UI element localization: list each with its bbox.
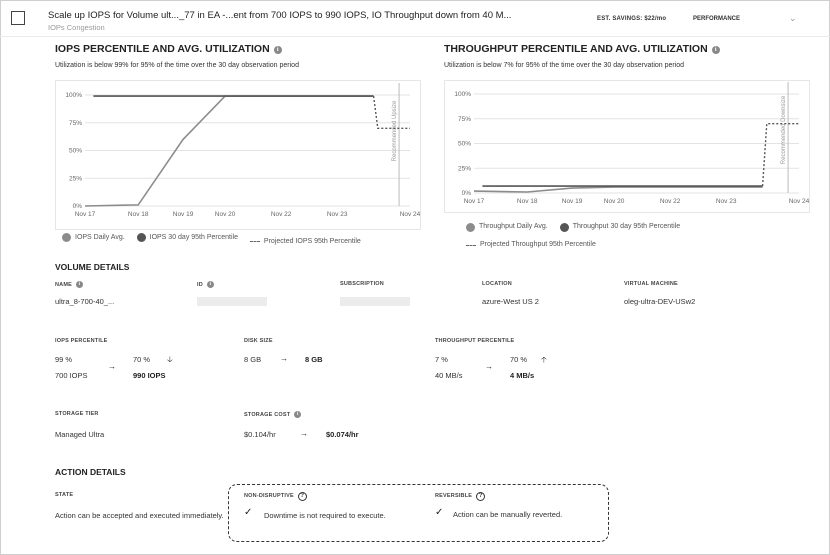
legend-dot-icon <box>560 223 569 232</box>
y-tick-label: 75% <box>457 115 471 123</box>
arrow-down-icon: 🡣 <box>167 355 173 364</box>
storage-tier-label: STORAGE TIER <box>55 411 99 417</box>
iops-chart-subtitle: Utilization is below 99% for 95% of the time over the 30 day observation period <box>55 62 299 69</box>
x-tick-label: Nov 20 <box>214 211 236 218</box>
iops-from-pct: 99 % <box>55 355 73 364</box>
arrow-right-icon: → <box>108 362 116 371</box>
estimated-savings: EST. SAVINGS: $22/mo <box>597 16 667 22</box>
x-tick-label: Nov 19 <box>561 198 583 205</box>
x-tick-label: Nov 19 <box>172 211 194 218</box>
y-tick-label: 25% <box>68 175 82 183</box>
throughput-percentile-label: THROUGHPUT PERCENTILE <box>435 338 515 344</box>
info-icon[interactable]: i <box>76 281 83 288</box>
tp-to-val: 4 MB/s <box>510 371 535 380</box>
name-value: ultra_8-700-40_... <box>55 297 115 306</box>
x-tick-label: Nov 22 <box>270 211 292 218</box>
action-title[interactable]: Scale up IOPS for Volume ult..._77 in EA -...ent from 700 IOPS to 990 IOPS, IO Throughput down from 40 M... <box>48 10 512 21</box>
iops-chart <box>55 80 421 230</box>
subscription-label: SUBSCRIPTION <box>340 281 384 287</box>
legend-dash-icon <box>250 241 260 242</box>
x-tick-label: Nov 23 <box>715 198 737 205</box>
disk-size-label: DISK SIZE <box>244 338 273 344</box>
chevron-down-icon[interactable]: ⌄ <box>789 13 797 23</box>
cost-from: $0.104/hr <box>244 430 276 439</box>
x-tick-label: Nov 24 <box>788 198 810 205</box>
tp-from-pct: 7 % <box>435 355 448 364</box>
state-label: STATE <box>55 492 74 498</box>
help-icon[interactable]: ? <box>298 492 307 501</box>
state-value: Action can be accepted and executed immediately. <box>55 511 224 520</box>
y-tick-label: 100% <box>65 92 82 99</box>
legend-dot-icon <box>137 233 146 242</box>
x-tick-label: Nov 18 <box>516 198 538 205</box>
info-icon[interactable]: i <box>274 46 282 54</box>
y-tick-label: 100% <box>454 91 471 98</box>
arrow-right-icon: → <box>280 354 288 363</box>
y-tick-label: 50% <box>68 147 82 155</box>
arrow-right-icon: → <box>485 362 493 371</box>
legend-item[interactable]: Projected Throughput 95th Percentile <box>466 238 596 252</box>
help-icon[interactable]: ? <box>476 492 485 501</box>
subscription-value-redacted <box>340 297 410 306</box>
volume-details-title: VOLUME DETAILS <box>55 262 130 272</box>
disk-to: 8 GB <box>305 355 323 364</box>
action-subtitle: IOPs Congestion <box>48 23 105 32</box>
y-tick-label: 50% <box>457 140 471 148</box>
arrow-up-icon: 🡡 <box>541 355 547 364</box>
name-label: NAME i <box>55 281 83 288</box>
iops-percentile-label: IOPS PERCENTILE <box>55 338 108 344</box>
series-line <box>85 96 374 206</box>
x-tick-label: Nov 23 <box>326 211 348 218</box>
select-checkbox[interactable] <box>11 11 25 25</box>
legend-item[interactable]: Projected IOPS 95th Percentile <box>250 238 361 245</box>
tp-to-pct: 70 % <box>510 355 528 364</box>
id-label: ID i <box>197 281 214 288</box>
location-label: LOCATION <box>482 281 512 287</box>
info-icon[interactable]: i <box>294 411 301 418</box>
y-tick-label: 0% <box>72 203 82 210</box>
action-details-title: ACTION DETAILS <box>55 467 126 477</box>
non-disruptive-value: Downtime is not required to execute. <box>264 511 386 520</box>
reversible-label: REVERSIBLE ? <box>435 492 485 501</box>
legend-dot-icon <box>62 233 71 242</box>
iops-from-val: 700 IOPS <box>55 371 88 380</box>
header-divider <box>0 36 830 37</box>
legend-item[interactable]: IOPS 30 day 95th Percentile <box>137 233 238 242</box>
vm-label: VIRTUAL MACHINE <box>624 281 678 287</box>
throughput-chart-title: THROUGHPUT PERCENTILE AND AVG. UTILIZATION i <box>444 43 720 55</box>
x-tick-label: Nov 17 <box>463 198 485 205</box>
reversible-value: Action can be manually reverted. <box>453 510 563 519</box>
id-value-redacted <box>197 297 267 306</box>
x-tick-label: Nov 17 <box>74 211 96 218</box>
storage-cost-label: STORAGE COST i <box>244 411 301 418</box>
storage-tier-value: Managed Ultra <box>55 430 105 439</box>
action-category: PERFORMANCE <box>693 16 741 22</box>
marker-label: Recommended Upsize <box>392 100 399 162</box>
legend-dash-icon <box>466 245 476 246</box>
x-tick-label: Nov 22 <box>659 198 681 205</box>
check-icon: ✓ <box>244 507 253 518</box>
legend-item[interactable]: Throughput Daily Avg. <box>466 220 548 234</box>
x-tick-label: Nov 18 <box>127 211 149 218</box>
iops-to-val: 990 IOPS <box>133 371 166 380</box>
legend-item[interactable]: IOPS Daily Avg. <box>62 233 125 242</box>
info-icon[interactable]: i <box>712 46 720 54</box>
arrow-right-icon: → <box>300 429 308 438</box>
x-tick-label: Nov 24 <box>399 211 421 218</box>
y-tick-label: 75% <box>68 119 82 127</box>
y-tick-label: 0% <box>461 190 471 197</box>
iops-to-pct: 70 % <box>133 355 151 364</box>
y-tick-label: 25% <box>457 165 471 173</box>
legend-dot-icon <box>466 223 475 232</box>
cost-to: $0.074/hr <box>326 430 359 439</box>
check-icon: ✓ <box>435 507 444 518</box>
series-line <box>474 187 763 192</box>
x-tick-label: Nov 20 <box>603 198 625 205</box>
disk-from: 8 GB <box>244 355 262 364</box>
tp-from-val: 40 MB/s <box>435 371 463 380</box>
non-disruptive-label: NON-DISRUPTIVE ? <box>244 492 307 501</box>
vm-value: oleg-ultra-DEV-USw2 <box>624 297 696 306</box>
throughput-chart-legend <box>466 220 766 252</box>
iops-chart-legend <box>62 233 371 245</box>
location-value: azure-West US 2 <box>482 297 539 306</box>
throughput-chart <box>444 80 810 213</box>
legend-item[interactable]: Throughput 30 day 95th Percentile <box>560 220 680 234</box>
info-icon[interactable]: i <box>207 281 214 288</box>
iops-chart-title: IOPS PERCENTILE AND AVG. UTILIZATION i <box>55 43 282 55</box>
marker-label: Recommended Downsize <box>781 95 788 165</box>
throughput-chart-subtitle: Utilization is below 7% for 95% of the time over the 30 day observation period <box>444 62 685 69</box>
